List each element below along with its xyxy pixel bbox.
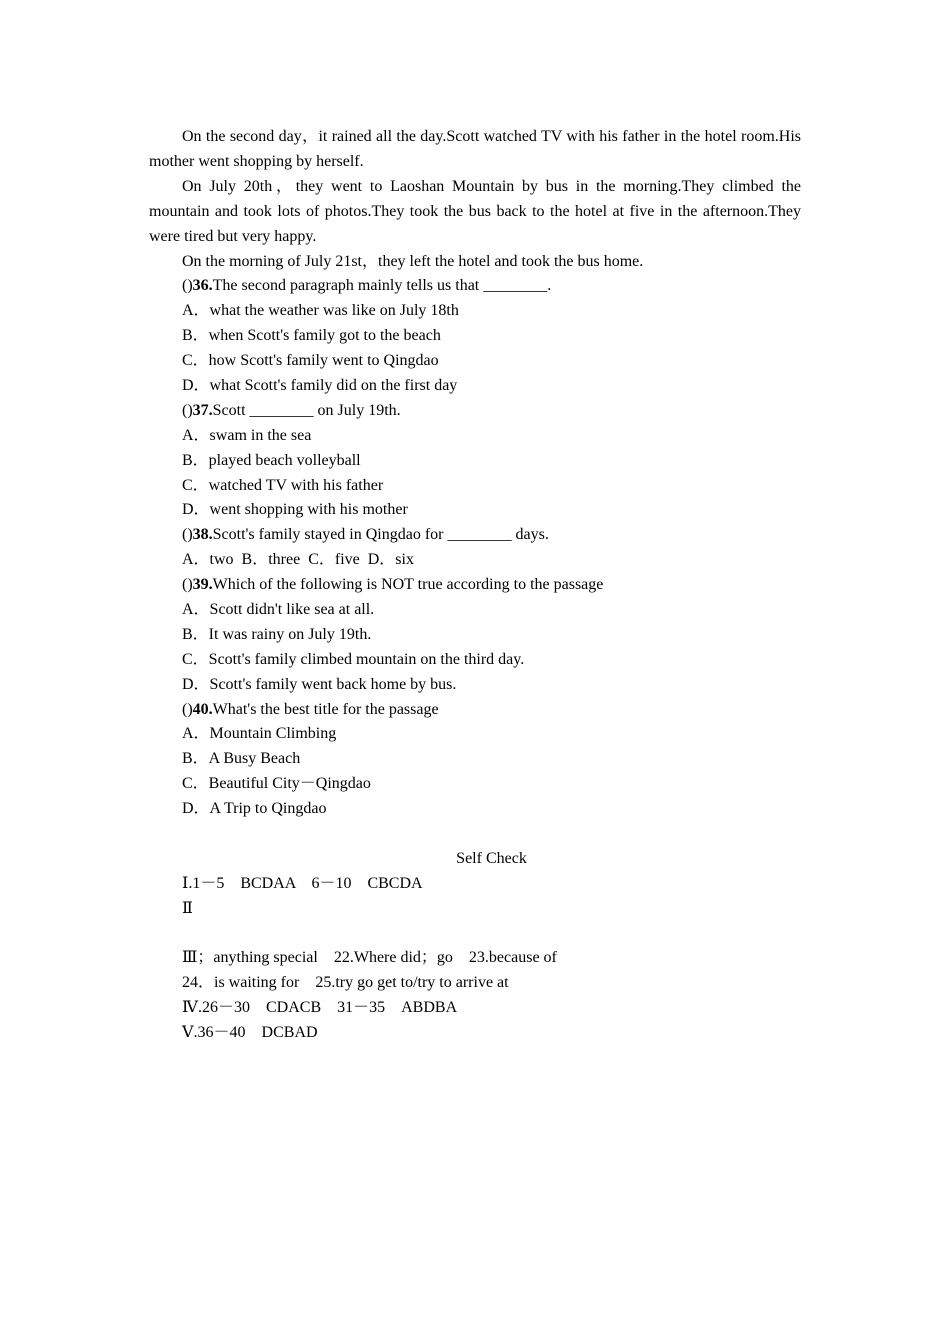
answer-blank: (): [182, 277, 193, 295]
question-36-stem: [149, 274, 801, 299]
answer-line-6: Ⅳ.26－30 CDACB 31－35 ABDBA: [182, 999, 458, 1017]
answer-line-4: Ⅲ；anything special 22.Where did；go 23.because of: [182, 949, 557, 967]
option-c: C．Scott's family climbed mountain on the third day.: [182, 650, 525, 668]
question-number: 37.: [192, 401, 213, 419]
document-page: [149, 125, 801, 1046]
option-b: B．A Busy Beach: [182, 750, 301, 768]
answer-blank: (): [182, 526, 193, 544]
passage-paragraph-1: On the second day，it rained all the day.Scott watched TV with his father in the hotel room.His mother went shopping by herself.: [149, 128, 801, 170]
answer-line-7: Ⅴ.36－40 DCBAD: [182, 1024, 318, 1042]
option-d: D．went shopping with his mother: [182, 501, 408, 519]
question-number: 36.: [192, 277, 213, 295]
option-a: A．what the weather was like on July 18th: [182, 302, 459, 320]
question-37-stem: [149, 399, 801, 424]
spacer: [149, 822, 801, 847]
inline-options: A．two B．three C．five D．six: [182, 551, 414, 569]
self-check-title: Self Check: [456, 849, 527, 867]
answer-line-2: Ⅱ: [182, 899, 193, 917]
option-a: A．swam in the sea: [182, 426, 312, 444]
passage-paragraph-3: On the morning of July 21st，they left the hotel and took the bus home.: [182, 252, 644, 270]
answer-line-3: [149, 922, 801, 947]
passage-paragraph-2: On July 20th，they went to Laoshan Mountain by bus in the morning.They climbed the mountain and took lots of photos.They took the bus back to the hotel at five in the afternoon.They were tired but very happy.: [149, 177, 801, 245]
answer-line-1: Ⅰ.1－5 BCDAA 6－10 CBCDA: [182, 874, 423, 892]
question-text: Which of the following is NOT true according to the passage: [212, 576, 604, 594]
answer-line-5: 24．is waiting for 25.try go get to/try to arrive at: [182, 974, 509, 992]
question-38-stem: [149, 523, 801, 548]
option-b: B．played beach volleyball: [182, 451, 361, 469]
option-a: A．Scott didn't like sea at all.: [182, 601, 375, 619]
answer-blank: (): [182, 576, 193, 594]
question-number: 39.: [192, 576, 213, 594]
question-text: The second paragraph mainly tells us that ________.: [212, 277, 552, 295]
question-number: 40.: [192, 700, 213, 718]
option-d: D．Scott's family went back home by bus.: [182, 675, 457, 693]
answer-blank: (): [182, 700, 193, 718]
option-d: D．what Scott's family did on the first day: [182, 377, 458, 394]
question-40-stem: [149, 698, 801, 723]
answer-blank: (): [182, 401, 193, 419]
question-39-stem: [149, 573, 801, 598]
question-text: Scott ________ on July 19th.: [212, 401, 401, 419]
option-a: A．Mountain Climbing: [182, 725, 337, 743]
option-b: B．It was rainy on July 19th.: [182, 625, 372, 643]
option-b: B．when Scott's family got to the beach: [182, 327, 441, 345]
question-text: What's the best title for the passage: [212, 700, 439, 718]
question-number: 38.: [192, 526, 213, 544]
option-c: C．how Scott's family went to Qingdao: [182, 352, 439, 370]
option-c: C．Beautiful City－Qingdao: [182, 775, 371, 793]
option-c: C．watched TV with his father: [182, 476, 384, 494]
question-text: Scott's family stayed in Qingdao for ________ days.: [212, 526, 549, 544]
option-d: D．A Trip to Qingdao: [182, 800, 327, 818]
